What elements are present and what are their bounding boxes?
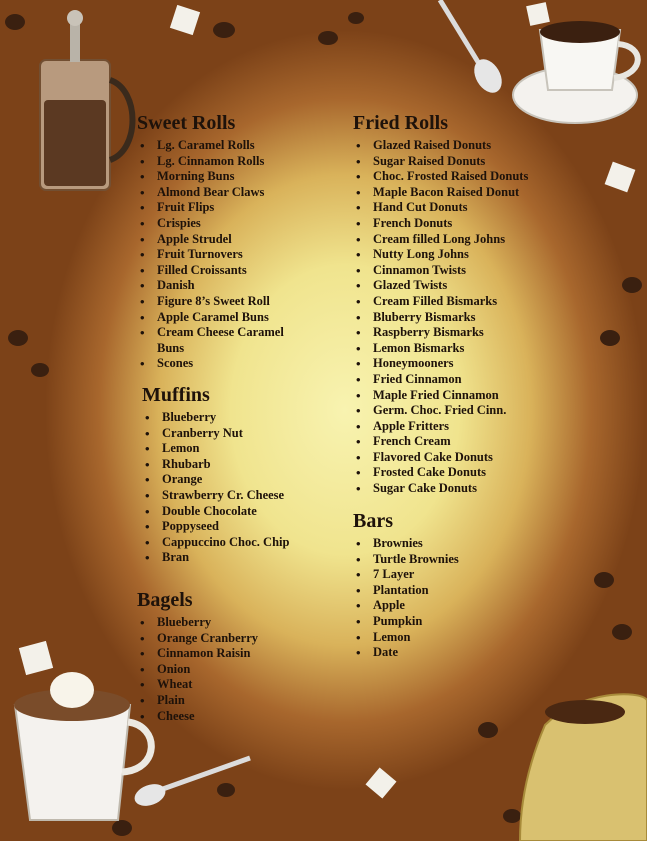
item-list: [142, 410, 342, 566]
section-bagels: [137, 589, 337, 724]
list-item: • Danish: [137, 278, 337, 294]
list-item: • Date: [353, 645, 553, 661]
french-press-icon: [40, 10, 133, 190]
list-item: • Raspberry Bismarks: [353, 325, 573, 341]
section-title: Bagels: [137, 589, 193, 611]
list-item: • Flavored Cake Donuts: [353, 450, 573, 466]
list-item: • Cinnamon Raisin: [137, 646, 337, 662]
coffee-sack-icon: [520, 694, 647, 841]
list-item: • Apple Fritters: [353, 419, 573, 435]
sugar-cube-icon: [605, 162, 636, 193]
list-item: • Fried Cinnamon: [353, 372, 573, 388]
list-item: • Lemon Bismarks: [353, 341, 573, 357]
list-item: • Lemon: [353, 630, 553, 646]
list-item: • Apple Caramel Buns: [137, 310, 337, 326]
list-item: • Double Chocolate: [142, 504, 342, 520]
section-title: Muffins: [142, 384, 210, 406]
list-item: • Blueberry: [142, 410, 342, 426]
list-item: • Orange: [142, 472, 342, 488]
list-item: • Blueberry: [137, 615, 337, 631]
spoon-icon: [132, 758, 250, 810]
section-fried-rolls: [353, 112, 573, 497]
sugar-cube-icon: [19, 641, 53, 675]
list-item: • Fruit Flips: [137, 200, 337, 216]
list-item: • Morning Buns: [137, 169, 337, 185]
list-item: • Almond Bear Claws: [137, 185, 337, 201]
list-item: • Apple Strudel: [137, 232, 337, 248]
list-item: • Pumpkin: [353, 614, 553, 630]
list-item: • Crispies: [137, 216, 337, 232]
list-item: • Onion: [137, 662, 337, 678]
list-item: • 7 Layer: [353, 567, 553, 583]
list-item: • French Cream: [353, 434, 573, 450]
list-item: • Glazed Twists: [353, 278, 573, 294]
list-item: • Cheese: [137, 709, 337, 725]
item-list: [353, 138, 573, 497]
list-item: • Cream Cheese Caramel Buns: [137, 325, 297, 356]
section-bars: [353, 510, 553, 661]
list-item: • Apple: [353, 598, 553, 614]
list-item: • Cream filled Long Johns: [353, 232, 573, 248]
list-item: • Rhubarb: [142, 457, 342, 473]
list-item: • Lg. Caramel Rolls: [137, 138, 337, 154]
item-list: [137, 615, 337, 724]
list-item: • Cappuccino Choc. Chip: [142, 535, 342, 551]
list-item: • Wheat: [137, 677, 337, 693]
sugar-cube-icon: [170, 5, 200, 35]
list-item: • Figure 8’s Sweet Roll: [137, 294, 337, 310]
sugar-cube-icon: [526, 2, 550, 26]
list-item: • Poppyseed: [142, 519, 342, 535]
item-list: [137, 138, 337, 372]
list-item: • Cranberry Nut: [142, 426, 342, 442]
cappuccino-cup-icon: [14, 672, 151, 820]
section-title: Sweet Rolls: [137, 112, 236, 134]
list-item: • Honeymooners: [353, 356, 573, 372]
list-item: • Nutty Long Johns: [353, 247, 573, 263]
list-item: • Strawberry Cr. Cheese: [142, 488, 342, 504]
list-item: • Cinnamon Twists: [353, 263, 573, 279]
list-item: • Sugar Raised Donuts: [353, 154, 573, 170]
sugar-cube-icon: [366, 768, 397, 799]
list-item: • Plain: [137, 693, 337, 709]
section-sweet-rolls: [137, 112, 337, 372]
list-item: • Maple Fried Cinnamon: [353, 388, 573, 404]
list-item: • Brownies: [353, 536, 553, 552]
list-item: • Scones: [137, 356, 337, 372]
list-item: • Sugar Cake Donuts: [353, 481, 573, 497]
list-item: • Maple Bacon Raised Donut: [353, 185, 573, 201]
list-item: • Bluberry Bismarks: [353, 310, 573, 326]
list-item: • Choc. Frosted Raised Donuts: [353, 169, 573, 185]
coffee-cup-icon: [513, 21, 638, 123]
section-title: Fried Rolls: [353, 112, 448, 134]
item-list: [353, 536, 553, 661]
section-title: Bars: [353, 510, 393, 532]
list-item: • Turtle Brownies: [353, 552, 553, 568]
list-item: • Lemon: [142, 441, 342, 457]
list-item: • Orange Cranberry: [137, 631, 337, 647]
list-item: • Hand Cut Donuts: [353, 200, 573, 216]
spoon-icon: [440, 0, 507, 98]
section-muffins: [142, 384, 342, 566]
list-item: • Bran: [142, 550, 342, 566]
list-item: • Lg. Cinnamon Rolls: [137, 154, 337, 170]
list-item: • Frosted Cake Donuts: [353, 465, 573, 481]
list-item: • Plantation: [353, 583, 553, 599]
list-item: • Filled Croissants: [137, 263, 337, 279]
list-item: • Glazed Raised Donuts: [353, 138, 573, 154]
list-item: • Fruit Turnovers: [137, 247, 337, 263]
list-item: • Germ. Choc. Fried Cinn.: [353, 403, 573, 419]
list-item: • Cream Filled Bismarks: [353, 294, 573, 310]
list-item: • French Donuts: [353, 216, 573, 232]
